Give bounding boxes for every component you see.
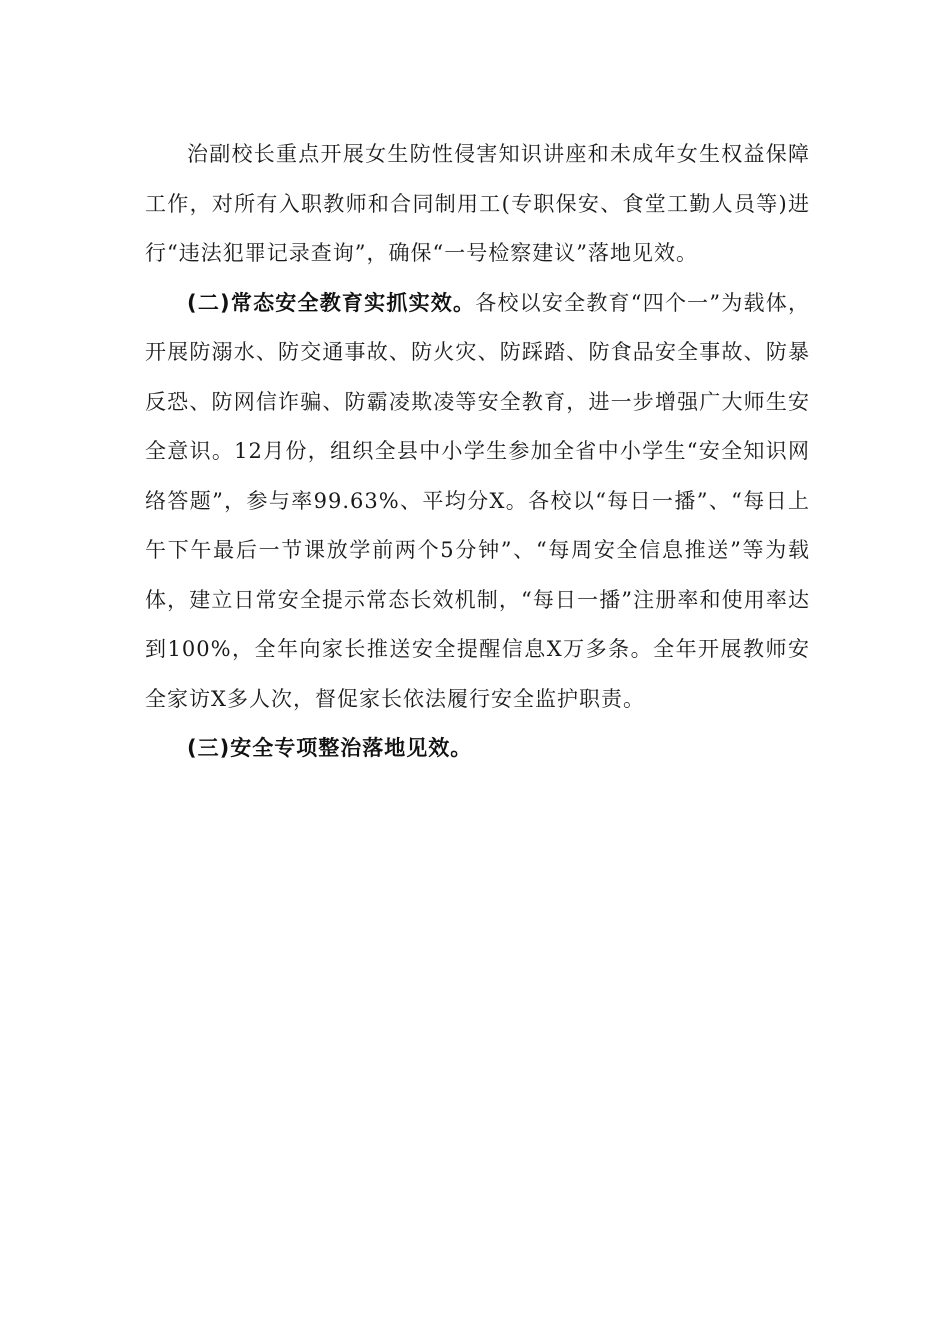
document-page <box>145 130 810 774</box>
section-heading-2: (二)常态安全教育实抓实效。 <box>187 290 476 315</box>
paragraph-2-text: 各校以安全教育“四个一”为载体，开展防溺水、防交通事故、防火灾、防踩踏、防食品安全事故、防暴反恐、防网信诈骗、防霸凌欺凌等安全教育，进一步增强广大师生安全意识。12月份，组织全县中小学生参加全省中小学生“安全知识网络答题”，参与率99.63%、平均分X。各校以“每日一播”、“每日上午下午最后一节课放学前两个5分钟”、“每周安全信息推送”等为载体，建立日常安全提示常态长效机制，“每日一播”注册率和使用率达到100%，全年向家长推送安全提醒信息X万多条。全年开展教师安全家访X多人次，督促家长依法履行安全监护职责。 <box>145 290 810 711</box>
paragraph-3 <box>145 724 810 774</box>
section-heading-3: (三)安全专项整治落地见效。 <box>187 736 473 760</box>
paragraph-2 <box>145 279 810 725</box>
paragraph-1 <box>145 130 810 279</box>
paragraph-1-text: 治副校长重点开展女生防性侵害知识讲座和未成年女生权益保障工作，对所有入职教师和合同制用工(专职保安、食堂工勤人员等)进行“违法犯罪记录查询”，确保“一号检察建议”落地见效。 <box>145 142 810 265</box>
